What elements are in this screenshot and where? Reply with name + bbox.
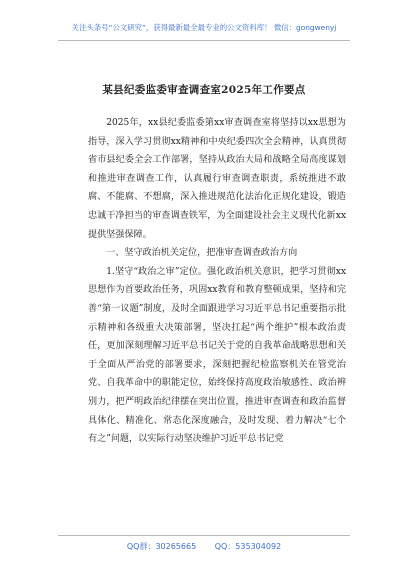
document-title: 某县纪委监委审查调查室2025年工作要点: [102, 84, 306, 96]
document-body: [88, 114, 346, 449]
footer-qq: QQ：535304092: [214, 542, 282, 551]
body-paragraph: 1.坚守“政治之审”定位。强化政治机关意识，把学习贯彻xx思想作为首要政治任务，巩固xx教育和教育整顿成果，坚持和完善“第一议题”制度，及时全面跟进学习习近平总书记重要指示批示精神和各级重大决策部署，坚决扛起“两个维护”根本政治责任，更加深刻理解习近平总书记关于党的自我革命战略思想和关于全面从严治党的部署要求，深刻把握纪检监察机关在管党治党、自我革命中的职能定位，始终保持高度政治敏感性、政治辨别力，把严明政治纪律摆在突出位置，推进审查调查和政治监督具体化、精准化、常态化深度融合，及时发现、着力解决“七个有之”问题，以实际行动坚决维护习近平总书记党: [88, 266, 346, 445]
header-banner: 关注头条号“公文研究”，获得最新最全最专业的公文资料库！ 微信：gongwenyj: [71, 23, 337, 32]
header-divider: [58, 40, 350, 41]
section-heading: 一、坚守政治机关定位，把准审查调查政治方向: [106, 248, 298, 259]
footer-qq-group: QQ群：30265665: [126, 542, 197, 551]
intro-paragraph: 2025年，xx县纪委监委第xx审查调查室将坚持以xx思想为指导，深入学习贯彻xx精神和中央纪委四次全会精神，认真贯彻省市县纪委全会工作部署，坚持从政治大局和战略全局高度谋划和推进审查调查工作，认真履行审查调查职责，系统推进不敢腐、不能腐、不想腐，深入推进规范化法治化正规化建设，锻造忠诚干净担当的审查调查铁军，为全面建设社会主义现代化新xx提供坚强保障。: [88, 118, 346, 240]
footer-contact: [58, 535, 350, 552]
